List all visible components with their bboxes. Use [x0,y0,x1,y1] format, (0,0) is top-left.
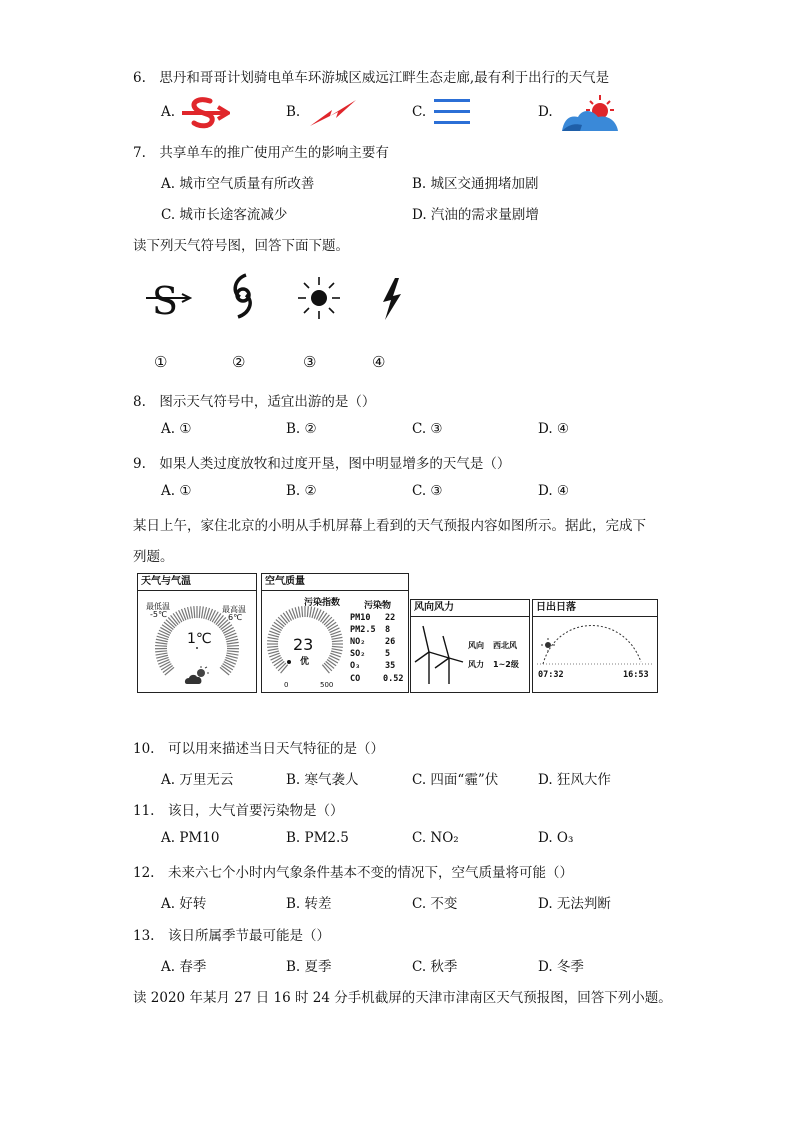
panel-title: 空气质量 [262,574,408,591]
fog-icon [432,97,472,127]
q11-option-d[interactable]: D. O₃ [538,830,574,846]
gauge-tick [227,651,239,652]
pollutant-name: PM10 [350,613,371,623]
q7-option-a[interactable]: A. 城市空气质量有所改善 [161,176,315,192]
q9-option-c[interactable]: C. ③ [412,483,443,499]
symbol-label-2: ② [232,353,246,371]
q11-option-c[interactable]: C. NO₂ [412,830,459,846]
wind-panel [410,599,530,693]
q11-option-a[interactable]: A. PM10 [161,830,220,846]
current-temp: 1℃ [187,631,212,647]
gauge-tick [227,646,239,647]
pollutant-value: 22 [385,613,396,623]
max-temp-label: 最高温 [222,605,246,614]
gauge-tick [332,646,343,647]
pollutant-value: 35 [385,661,396,671]
gauge-tick [227,653,239,655]
gauge-tick [322,665,329,673]
gauge-tick [156,639,168,641]
gauge-tick [312,607,315,618]
aqi-value: 23 [293,635,314,654]
pollutant-value: 8 [385,625,391,635]
gauge-tick [212,612,218,622]
sunset-time: 16:53 [623,670,649,680]
gauge-tick [194,606,195,618]
q12-option-a[interactable]: A. 好转 [161,896,207,912]
pollutant-name: O₃ [350,661,361,671]
wind-turbine-icon [413,622,465,688]
wind-direction-label: 风向 [468,641,484,650]
sandstorm-icon [180,95,230,131]
q9-option-d[interactable]: D. ④ [538,483,570,499]
sunrise-sunset-panel [532,599,658,693]
q13-option-d[interactable]: D. 冬季 [538,959,584,975]
panel-title: 日出日落 [533,600,657,617]
intro-tianjin: 读 2020 年某月 27 日 16 时 24 分手机截屏的天津市津南区天气预报图，回答下列小题。 [133,990,672,1006]
weather-temperature-panel [137,573,257,693]
gauge-tick [155,646,167,647]
q8-option-a[interactable]: A. ① [161,421,192,437]
gauge-tick [160,627,170,633]
gauge-tick [278,617,286,625]
lightning-symbol-icon [377,276,407,322]
intro-forecast-line2: 列题。 [133,549,174,565]
gauge-tick [223,664,233,670]
gauge-tick [307,606,308,617]
sunrise-time: 07:32 [538,670,564,680]
q8-option-c[interactable]: C. ③ [412,421,443,437]
q7-option-b[interactable]: B. 城区交通拥堵加剧 [412,176,539,192]
gauge-tick [281,665,288,673]
q13-option-b[interactable]: B. 夏季 [286,959,332,975]
gauge-label: 污染指数 [304,598,341,608]
gauge-tick [326,661,334,668]
gauge-tick [324,617,332,625]
gauge-tick [155,642,167,644]
min-temp-value: -5℃ [150,610,167,619]
q10-option-b[interactable]: B. 寒气袭人 [286,772,359,788]
gauge-tick [155,651,167,652]
q10-option-d[interactable]: D. 狂风大作 [538,772,611,788]
q12-option-b[interactable]: B. 转差 [286,896,332,912]
gauge-tick [320,613,326,622]
pollutant-name: CO [350,674,361,684]
q12-option-c[interactable]: C. 不变 [412,896,458,912]
wind-direction-value: 西北风 [493,641,517,650]
panel-title: 天气与气温 [138,574,256,591]
question-12-stem: 12. 未来六七个小时内气象条件基本不变的情况下，空气质量将可能（） [133,865,573,881]
pollutant-value: 0.52 [383,674,404,684]
q8-option-b[interactable]: B. ② [286,421,317,437]
q7-option-d[interactable]: D. 汽油的需求量剧增 [412,207,539,223]
air-quality-panel [261,573,409,693]
question-6-stem: 6. 思丹和哥哥计划骑电单车环游城区威远江畔生态走廊,最有利于出行的天气是 [133,70,610,86]
lightning-icon [308,96,358,130]
q12-option-d[interactable]: D. 无法判断 [538,896,611,912]
max-temp-value: 6℃ [228,613,243,622]
q9-option-a[interactable]: A. ① [161,483,192,499]
sunny-icon [296,275,342,321]
gauge-tick [331,634,342,637]
gauge-tick [268,634,279,637]
gauge-tick [298,607,300,618]
gauge-tick [326,620,334,627]
gauge-tick [199,606,200,618]
sandstorm-symbol-icon [146,278,192,320]
aqi-level: 优 [300,657,310,667]
gauge-tick [310,607,312,618]
pollutant-value: 26 [385,637,396,647]
gauge-tick [268,649,279,651]
q6-option-d-label[interactable]: D. [538,104,553,120]
question-13-stem: 13. 该日所属季节最可能是（） [133,928,330,944]
typhoon-icon [228,273,258,319]
question-10-stem: 10. 可以用来描述当日天气特征的是（） [133,741,384,757]
scale-max: 500 [320,681,334,689]
gauge-tick [161,664,171,670]
intro-forecast-line1: 某日上午，家住北京的小明从手机屏幕上看到的天气预报内容如图所示。据此，完成下 [133,518,646,534]
intro-symbols: 读下列天气符号图，回答下面下题。 [133,238,349,254]
gauge-tick [227,642,239,644]
symbol-label-3: ③ [303,353,317,371]
q7-option-c[interactable]: C. 城市长途客流减少 [161,207,288,223]
q11-option-b[interactable]: B. PM2.5 [286,830,349,846]
gauge-tick [156,653,168,655]
svg-text:S: S [152,279,179,320]
question-9-stem: 9. 如果人类过度放牧和过度开垦，图中明显增多的天气是（） [133,456,511,472]
gauge-tick [327,659,336,665]
q9-option-b[interactable]: B. ② [286,483,317,499]
pollutant-name: NO₂ [350,637,366,647]
q13-option-a[interactable]: A. 春季 [161,959,207,975]
gauge-tick [302,606,303,617]
gauge-tick [274,622,283,628]
pollutant-name: SO₂ [350,649,366,659]
pollutant-header: 污染物 [364,601,392,611]
min-temp-label: 最低温 [146,602,170,611]
gauge-tick [295,607,298,618]
gauge-tick [332,641,343,642]
q6-option-a-label[interactable]: A. [161,104,176,120]
question-11-stem: 11. 该日，大气首要污染物是（） [133,803,344,819]
gauge-tick [324,663,332,671]
gauge-tick [274,659,283,665]
question-7-stem: 7. 共享单车的推广使用产生的影响主要有 [133,145,389,161]
wind-force-value: 1~2级 [493,660,519,669]
symbol-label-4: ④ [372,353,386,371]
gauge-tick [276,661,284,668]
gauge-tick [278,663,286,671]
sun-mountain-icon [560,93,620,133]
gauge-tick [331,651,342,654]
gauge-tick [327,622,336,628]
wind-force-label: 风力 [468,660,484,669]
gauge-tick [332,637,343,639]
gauge-tick [223,627,233,633]
q13-option-c[interactable]: C. 秋季 [412,959,458,975]
q6-option-c-label[interactable]: C. [412,104,427,120]
gauge-tick [283,613,289,622]
scale-min: 0 [284,681,289,689]
question-8-stem: 8. 图示天气符号中，适宜出游的是（） [133,394,376,410]
gauge-tick [332,649,343,651]
q10-option-c[interactable]: C. 四面“霾”伏 [412,772,499,788]
q8-option-d[interactable]: D. ④ [538,421,570,437]
gauge-tick [267,646,278,647]
gauge-tick [191,606,193,618]
symbol-label-1: ① [154,353,168,371]
panel-title: 风向风力 [411,600,529,617]
pollutant-value: 5 [385,649,391,659]
partly-cloudy-icon [184,666,210,686]
gauge-tick [267,641,278,642]
gauge-tick [268,651,279,654]
pollutant-name: PM2.5 [350,625,376,635]
gauge-tick [268,637,279,639]
q6-option-b-label[interactable]: B. [286,104,301,120]
gauge-tick [281,615,288,623]
sun-icon [541,638,555,652]
gauge-tick [276,620,284,627]
gauge-tick [226,639,238,641]
gauge-tick [322,615,329,623]
q10-option-a[interactable]: A. 万里无云 [161,772,234,788]
gauge-tick [202,606,204,618]
gauge-tick [176,612,182,622]
